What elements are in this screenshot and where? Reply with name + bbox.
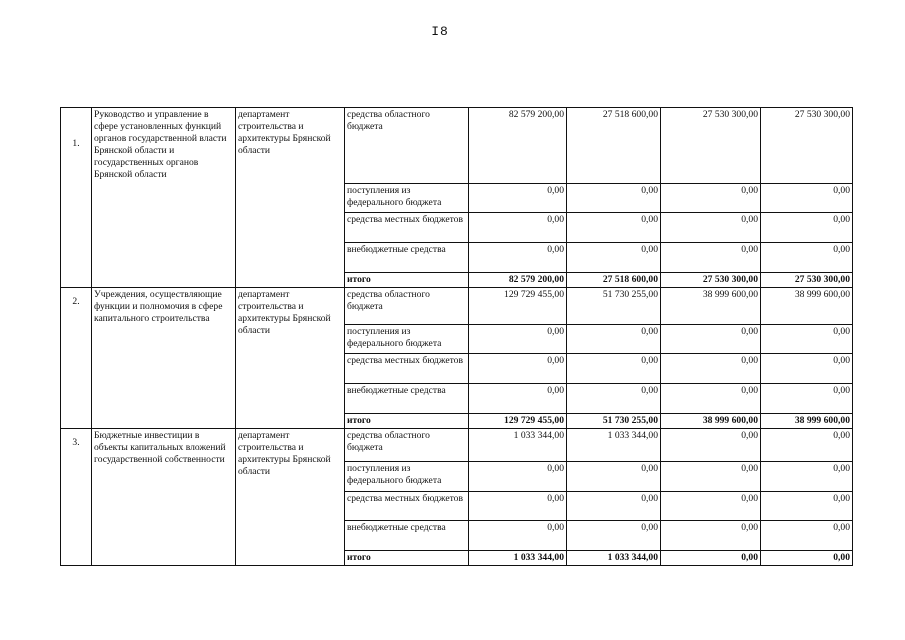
amount-cell: 0,00: [469, 354, 567, 384]
funding-source: средства областного бюджета: [345, 429, 469, 462]
section-index: 3.: [61, 429, 92, 566]
amount-cell: 38 999 600,00: [661, 414, 761, 429]
amount-cell: 0,00: [661, 462, 761, 492]
amount-cell: 27 518 600,00: [567, 273, 661, 288]
amount-cell: 0,00: [761, 325, 853, 354]
amount-cell: 0,00: [661, 551, 761, 566]
funding-source: средства областного бюджета: [345, 288, 469, 325]
funding-source: внебюджетные средства: [345, 384, 469, 414]
amount-cell: 0,00: [661, 521, 761, 551]
amount-cell: 0,00: [567, 462, 661, 492]
amount-cell: 38 999 600,00: [661, 288, 761, 325]
amount-cell: 0,00: [661, 384, 761, 414]
amount-cell: 27 530 300,00: [661, 108, 761, 184]
funding-source: внебюджетные средства: [345, 243, 469, 273]
section-executor: департамент строительства и архитектуры Брянской области: [236, 429, 345, 566]
amount-cell: 0,00: [469, 184, 567, 213]
amount-cell: 0,00: [469, 521, 567, 551]
amount-cell: 0,00: [567, 184, 661, 213]
funding-source: средства областного бюджета: [345, 108, 469, 184]
amount-cell: 0,00: [469, 325, 567, 354]
amount-cell: 0,00: [761, 184, 853, 213]
amount-cell: 0,00: [567, 213, 661, 243]
section-executor: департамент строительства и архитектуры Брянской области: [236, 288, 345, 429]
amount-cell: 0,00: [567, 243, 661, 273]
funding-source: итого: [345, 551, 469, 566]
amount-cell: 129 729 455,00: [469, 288, 567, 325]
section-name: Руководство и управление в сфере установленных функций органов государственной власти Брянской области и государственных органов Брянской области: [92, 108, 236, 288]
amount-cell: 0,00: [661, 429, 761, 462]
amount-cell: 0,00: [661, 243, 761, 273]
funding-source: средства местных бюджетов: [345, 213, 469, 243]
table-row: [61, 288, 853, 325]
amount-cell: 1 033 344,00: [469, 551, 567, 566]
amount-cell: 0,00: [469, 243, 567, 273]
funding-source: поступления из федерального бюджета: [345, 184, 469, 213]
page-number: I8: [431, 24, 449, 39]
amount-cell: 0,00: [761, 384, 853, 414]
section-executor: департамент строительства и архитектуры Брянской области: [236, 108, 345, 288]
amount-cell: 0,00: [761, 551, 853, 566]
amount-cell: 0,00: [761, 429, 853, 462]
amount-cell: 27 530 300,00: [661, 273, 761, 288]
amount-cell: 0,00: [661, 354, 761, 384]
amount-cell: 0,00: [661, 213, 761, 243]
amount-cell: 82 579 200,00: [469, 273, 567, 288]
amount-cell: 0,00: [761, 462, 853, 492]
funding-source: поступления из федерального бюджета: [345, 462, 469, 492]
amount-cell: 51 730 255,00: [567, 288, 661, 325]
section-index: 1.: [61, 108, 92, 288]
amount-cell: 0,00: [761, 243, 853, 273]
table-row: [61, 108, 853, 184]
section-name: Бюджетные инвестиции в объекты капитальных вложений государственной собственности: [92, 429, 236, 566]
section-index: 2.: [61, 288, 92, 429]
amount-cell: 1 033 344,00: [469, 429, 567, 462]
amount-cell: 0,00: [761, 492, 853, 521]
amount-cell: 0,00: [567, 325, 661, 354]
amount-cell: 0,00: [567, 521, 661, 551]
amount-cell: 27 530 300,00: [761, 108, 853, 184]
funding-source: поступления из федерального бюджета: [345, 325, 469, 354]
funding-source: средства местных бюджетов: [345, 492, 469, 521]
amount-cell: 27 518 600,00: [567, 108, 661, 184]
funding-source: средства местных бюджетов: [345, 354, 469, 384]
amount-cell: 27 530 300,00: [761, 273, 853, 288]
amount-cell: 0,00: [469, 462, 567, 492]
budget-table: [60, 107, 853, 566]
funding-source: итого: [345, 273, 469, 288]
amount-cell: 0,00: [661, 492, 761, 521]
amount-cell: 0,00: [761, 521, 853, 551]
amount-cell: 0,00: [567, 384, 661, 414]
amount-cell: 0,00: [469, 492, 567, 521]
amount-cell: 0,00: [567, 354, 661, 384]
amount-cell: 51 730 255,00: [567, 414, 661, 429]
funding-source: итого: [345, 414, 469, 429]
amount-cell: 1 033 344,00: [567, 429, 661, 462]
amount-cell: 0,00: [761, 354, 853, 384]
amount-cell: 0,00: [469, 384, 567, 414]
amount-cell: 0,00: [761, 213, 853, 243]
section-name: Учреждения, осуществляющие функции и полномочия в сфере капитального строительства: [92, 288, 236, 429]
amount-cell: 0,00: [661, 325, 761, 354]
amount-cell: 38 999 600,00: [761, 414, 853, 429]
table-row: [61, 429, 853, 462]
amount-cell: 0,00: [469, 213, 567, 243]
funding-source: внебюджетные средства: [345, 521, 469, 551]
amount-cell: 0,00: [661, 184, 761, 213]
amount-cell: 82 579 200,00: [469, 108, 567, 184]
amount-cell: 0,00: [567, 492, 661, 521]
amount-cell: 129 729 455,00: [469, 414, 567, 429]
amount-cell: 38 999 600,00: [761, 288, 853, 325]
amount-cell: 1 033 344,00: [567, 551, 661, 566]
